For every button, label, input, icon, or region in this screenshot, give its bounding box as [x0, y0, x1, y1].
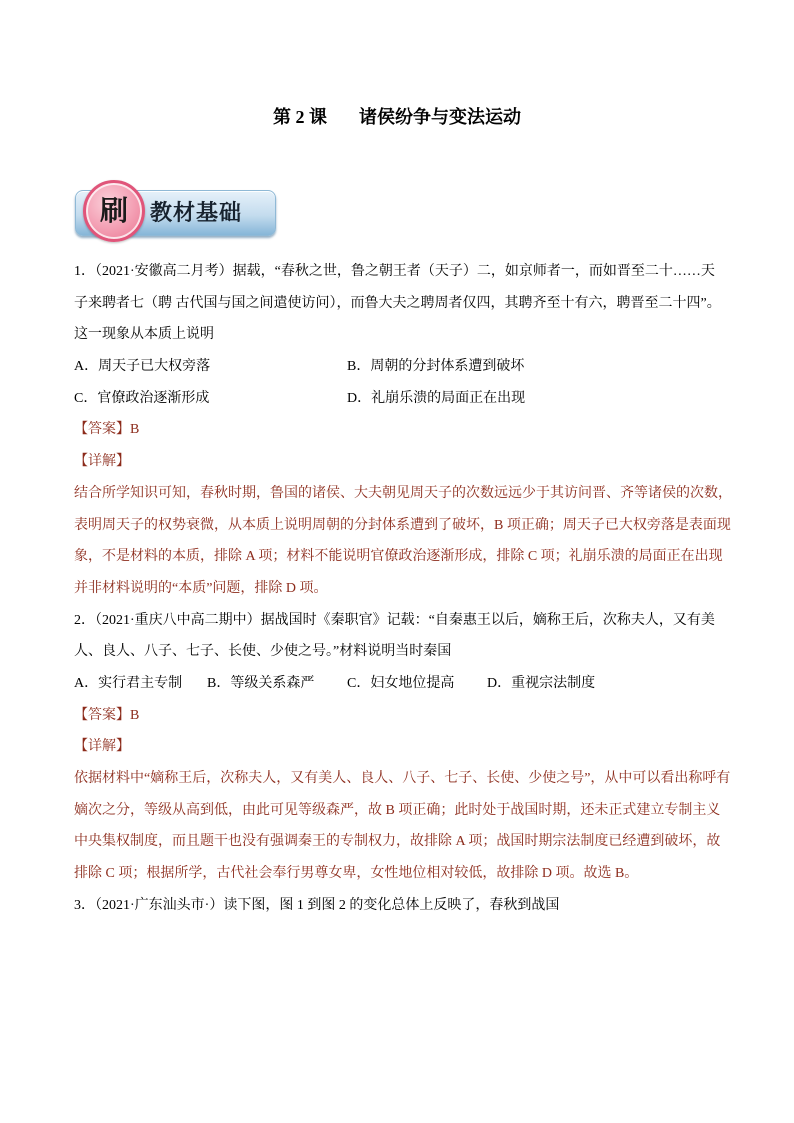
explanation-line: 结合所学知识可知，春秋时期，鲁国的诸侯、大夫朝见周天子的次数远远少于其访问晋、齐等诸侯的次数， — [74, 485, 732, 501]
answer-line: 【答案】B — [74, 707, 140, 723]
question-stem-line: 3．（2021·广东汕头市·）读下图，图 1 到图 2 的变化总体上反映了，春秋到战国 — [74, 897, 560, 913]
explanation-line: 嫡次之分，等级从高到低，由此可见等级森严，故 B 项正确；此时处于战国时期，还未正式建立专制主义 — [74, 802, 721, 818]
question-3 — [74, 890, 764, 922]
option-a: A．周天子已大权旁落 — [74, 359, 211, 375]
question-stem-line: 子来聘者七（聘 古代国与国之间遣使访问），而鲁大夫之聘周者仅四，其聘齐至十有六，聘晋至二十四”。 — [74, 295, 721, 311]
question-stem-line: 人、良人、八子、七子、长使、少使之号。”材料说明当时秦国 — [74, 644, 452, 660]
explanation-line: 排除 C 项；根据所学，古代社会奉行男尊女卑，女性地位相对较低，故排除 D 项。故选 B。 — [74, 866, 639, 882]
options-row — [74, 668, 764, 700]
banner-label: 教材基础 — [150, 201, 243, 226]
badge-character: 刷 — [99, 194, 128, 227]
option-d: D．礼崩乐溃的局面正在出现 — [347, 390, 526, 406]
option-b: B．等级关系森严 — [207, 675, 315, 691]
explanation-line: 并非材料说明的“本质”问题，排除 D 项。 — [74, 580, 328, 596]
question-1 — [74, 256, 764, 605]
brush-badge-icon — [83, 180, 145, 242]
option-c: C．官僚政治逐渐形成 — [74, 390, 210, 406]
question-stem-line: 2．（2021·重庆八中高二期中）据战国时《秦职官》记载：“自秦惠王以后，嫡称王后，次称夫人，又有美 — [74, 612, 715, 628]
explanation-heading: 【详解】 — [74, 739, 130, 755]
option-b: B．周朝的分封体系遭到破坏 — [347, 359, 525, 375]
lesson-number: 第 2 课 — [273, 107, 327, 127]
explanation-heading: 【详解】 — [74, 454, 130, 470]
question-stem-line: 这一现象从本质上说明 — [74, 327, 214, 343]
option-c: C．妇女地位提高 — [347, 675, 455, 691]
explanation-line: 象，不是材料的本质，排除 A 项；材料不能说明官僚政治逐渐形成，排除 C 项；礼崩乐溃的局面正在出现 — [74, 549, 723, 565]
option-d: D．重视宗法制度 — [487, 675, 596, 691]
explanation-line: 依据材料中“嫡称王后，次称夫人，又有美人、良人、八子、七子、长使、少使之号”，从中可以看出称呼有 — [74, 771, 731, 786]
question-list — [74, 256, 764, 921]
section-banner — [75, 180, 277, 244]
lesson-name: 诸侯纷争与变法运动 — [359, 107, 521, 127]
answer-line: 【答案】B — [74, 422, 140, 438]
explanation-line: 中央集权制度，而且题干也没有强调秦王的专制权力，故排除 A 项；战国时期宗法制度已经遭到破坏，故 — [74, 834, 721, 850]
lesson-title — [0, 104, 794, 130]
options-row — [74, 351, 764, 383]
question-stem-line: 1．（2021·安徽高二月考）据载，“春秋之世，鲁之朝王者（天子）二，如京师者一，而如晋至二十……天 — [74, 264, 715, 279]
options-row — [74, 383, 764, 415]
question-2 — [74, 605, 764, 890]
option-a: A．实行君主专制 — [74, 675, 183, 691]
explanation-line: 表明周天子的权势衰微，从本质上说明周朝的分封体系遭到了破坏，B 项正确；周天子已大权旁落是表面现 — [74, 517, 731, 533]
